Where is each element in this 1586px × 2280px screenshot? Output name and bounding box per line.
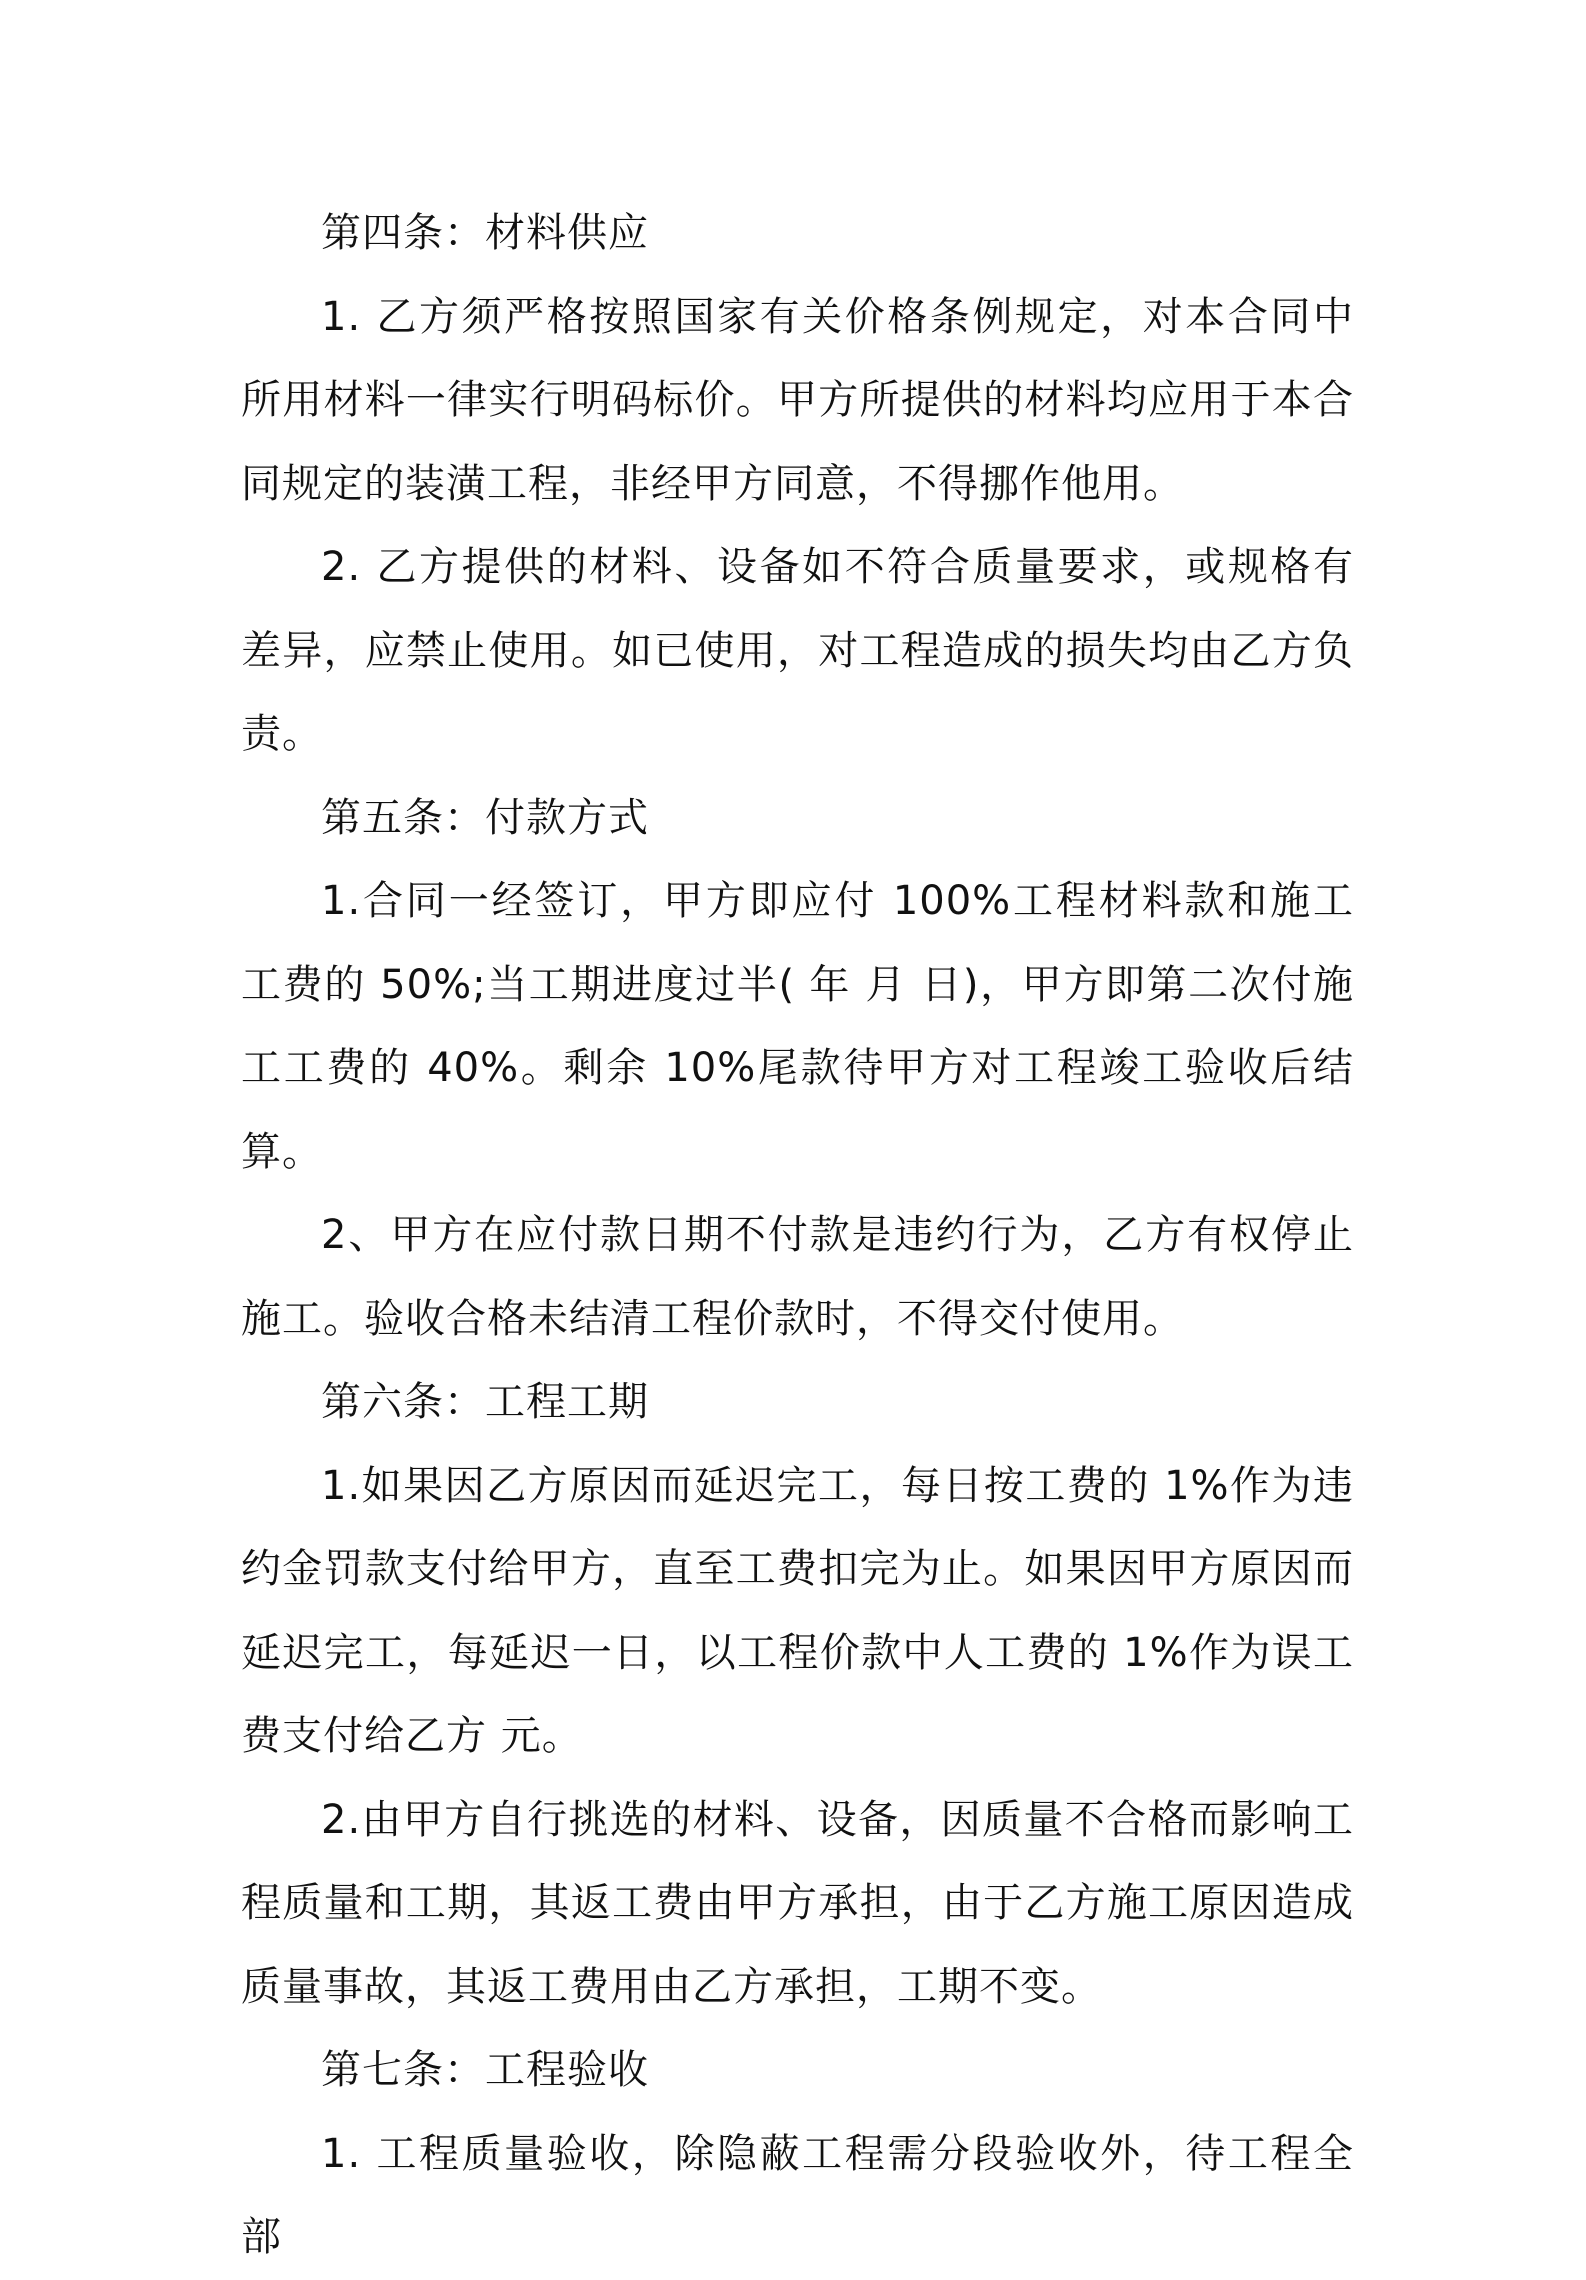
article-6-heading: 第六条：工程工期 <box>321 1379 649 1425</box>
article-5-clause-2: 2、甲方在应付款日期不付款是违约行为，乙方有权停止施工。验收合格未结清工程价款时，不得交付使用。 <box>241 1212 1354 1342</box>
article-4-heading: 第四条：材料供应 <box>321 210 649 256</box>
article-5-clause-1: 1.合同一经签订，甲方即应付 100%工程材料款和施工工费的 50%;当工期进度过半( 年 月 日)，甲方即第二次付施工工费的 40%。剩余 10%尾款待甲方对工程竣工验收后结算。 <box>241 878 1354 1175</box>
document-body <box>241 192 1354 2280</box>
article-6-clause-1: 1.如果因乙方原因而延迟完工，每日按工费的 1%作为违约金罚款支付给甲方，直至工费扣完为止。如果因甲方原因而延迟完工，每延迟一日，以工程价款中人工费的 1%作为误工费支付给乙方 元。 <box>241 1462 1354 1759</box>
article-7-clause-1: 1. 工程质量验收，除隐蔽工程需分段验收外，待工程全部 <box>241 2130 1354 2260</box>
article-7-heading: 第七条：工程验收 <box>321 2047 649 2093</box>
article-5-heading: 第五条：付款方式 <box>321 794 649 841</box>
article-4-clause-1: 1. 乙方须严格按照国家有关价格条例规定，对本合同中所用材料一律实行明码标价。甲方所提供的材料均应用于本合同规定的装潢工程，非经甲方同意，不得挪作他用。 <box>241 293 1354 507</box>
article-4-clause-2: 2. 乙方提供的材料、设备如不符合质量要求，或规格有差异，应禁止使用。如已使用，对工程造成的损失均由乙方负责。 <box>241 544 1354 757</box>
article-6-clause-2: 2.由甲方自行挑选的材料、设备，因质量不合格而影响工程质量和工期，其返工费由甲方承担，由于乙方施工原因造成质量事故，其返工费用由乙方承担，工期不变。 <box>241 1796 1354 2010</box>
